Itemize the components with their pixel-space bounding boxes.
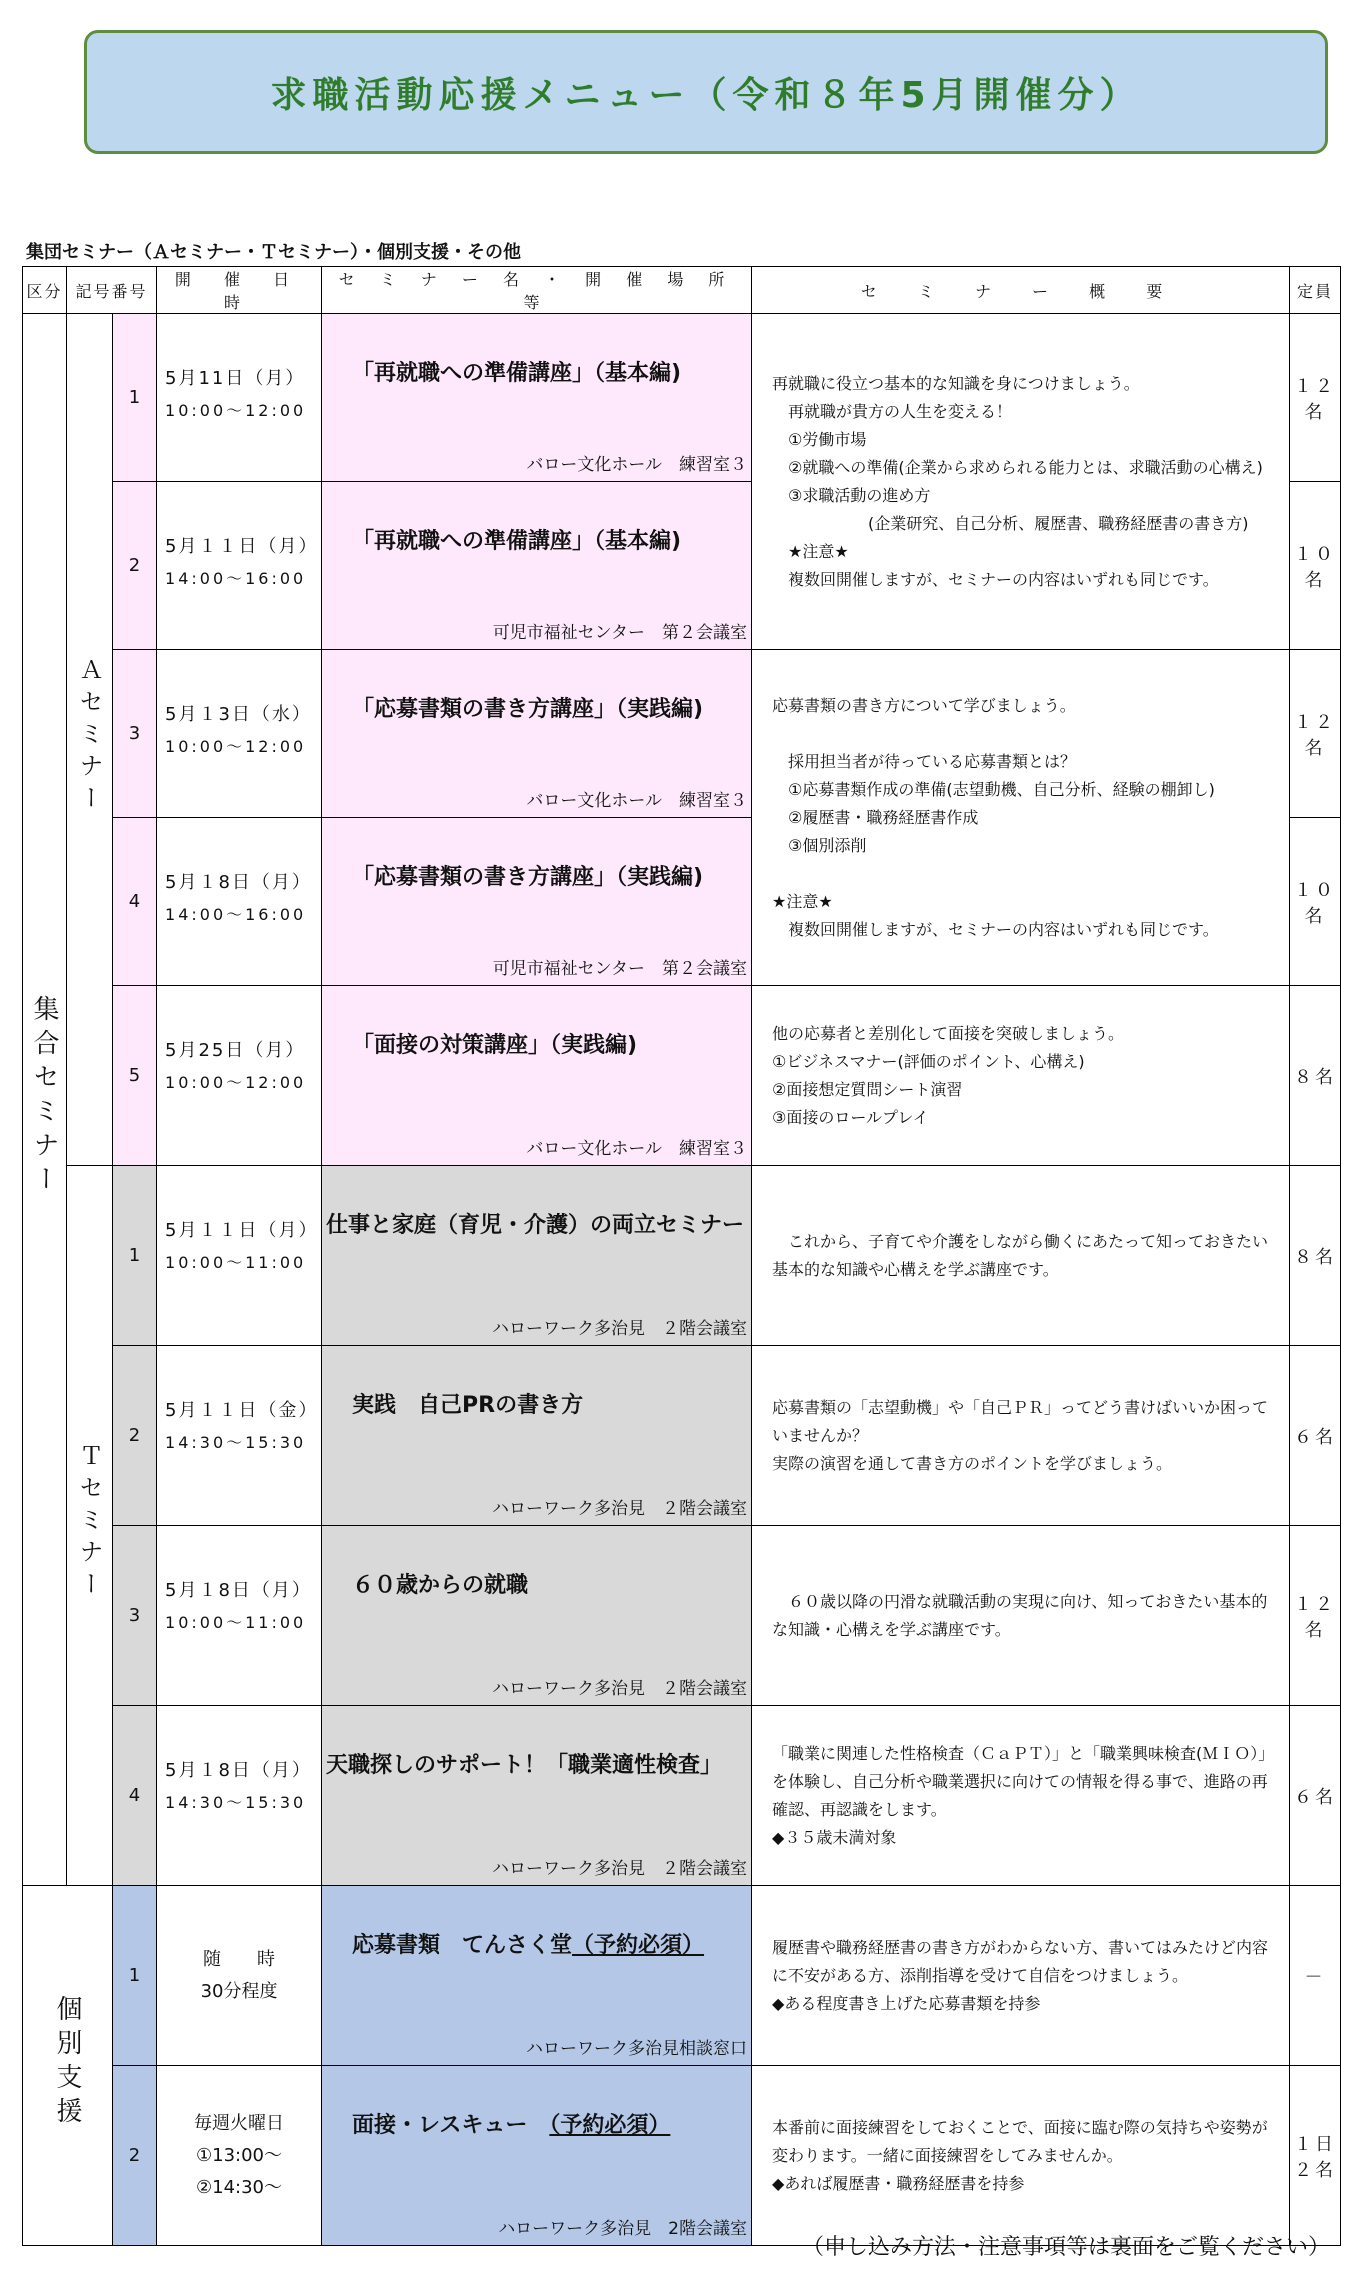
seminar-place: ハローワーク多治見 ２階会議室 [492,1319,748,1339]
col-number: 記号番号 [67,267,157,314]
row-overview: これから、子育てや介護をしながら働くにあたって知っておきたい基本的な知識や心構えを学ぶ講座です。 [752,1166,1290,1346]
row-capacity: １日 ２名 [1290,2066,1341,2246]
t-seminar-row-4 [23,1706,1341,1886]
row-date: 5月１8日（月） 10:00～11:00 [157,1526,322,1706]
row-date: 5月25日（月） 10:00～12:00 [157,986,322,1166]
row-capacity: － [1290,1886,1341,2066]
row-date: 5月１１日（月） 10:00～11:00 [157,1166,322,1346]
header-row [23,267,1341,314]
row-date: 5月１3日（水） 10:00～12:00 [157,650,322,818]
seminar-place: ハローワーク多治見 2階会議室 [498,2219,748,2239]
t-seminar-row-1 [23,1166,1341,1346]
row-capacity: １０名 [1290,482,1341,650]
seminar-name: 「再就職への準備講座」（基本編) [352,529,682,554]
row-number: 2 [113,2066,157,2246]
row-overview: 履歴書や職務経歴書の書き方がわからない方、書いてはみたけど内容に不安がある方、添削指導を受けて自信をつけましょう。 ◆ある程度書き上げた応募書類を持参 [752,1886,1290,2066]
seminar-place: ハローワーク多治見 ２階会議室 [492,1679,748,1699]
seminar-name: 応募書類 てんさく堂（予約必須） [352,1933,705,1958]
footer-note: （申し込み方法・注意事項等は裏面をご覧ください） [801,2235,1330,2260]
row-seminar [322,818,752,986]
seminar-name: 「面接の対策講座」（実践編) [352,1033,638,1058]
seminar-name: 「応募書類の書き方講座」（実践編) [352,865,704,890]
row-capacity: ６名 [1290,1706,1341,1886]
row-seminar [322,650,752,818]
row-capacity: ６名 [1290,1346,1341,1526]
row-number: 3 [113,650,157,818]
row-number: 2 [113,482,157,650]
a-seminar-row-1 [23,314,1341,482]
row-capacity: ８名 [1290,986,1341,1166]
seminar-name: 仕事と家庭（育児・介護）の両立セミナー [326,1213,745,1238]
row-overview: 応募書類の「志望動機」や「自己ＰＲ」ってどう書けばいいか困っていませんか？ 実際の演習を通して書き方のポイントを学びましょう。 [752,1346,1290,1526]
reserve-required: （予約必須） [549,2113,671,2138]
seminar-place: バロー文化ホール 練習室３ [526,1139,748,1159]
row-seminar [322,1346,752,1526]
row-number: 4 [113,818,157,986]
page-title: 求職活動応援メニュー（令和８年5月開催分） [270,74,1142,116]
row-number: 3 [113,1526,157,1706]
row-number: 1 [113,1166,157,1346]
t-seminar-label: Ｔセミナー [67,1166,113,1886]
row-date: 5月１１日（月） 14:00～16:00 [157,482,322,650]
seminar-place: 可児市福祉センター 第２会議室 [492,623,748,643]
individual-row-1 [23,1886,1341,2066]
row-seminar [322,1706,752,1886]
seminar-place: ハローワーク多治見相談窓口 [526,2039,748,2059]
row-seminar [322,986,752,1166]
row-seminar [322,1886,752,2066]
col-date: 開 催 日 時 [157,267,322,314]
a-seminar-row-5 [23,986,1341,1166]
a-seminar-label: Ａセミナー [67,314,113,1166]
row-seminar [322,1526,752,1706]
row-date: 5月１8日（月） 14:30～15:30 [157,1706,322,1886]
a-overview-basic: 再就職に役立つ基本的な知識を身につけましょう。 再就職が貴方の人生を変える！ ①労働市場 ②就職への準備(企業から求められる能力とは、求職活動の心構え) ③求職活動の進め方 (企業研究、自己分析、履歴書、職務経歴書の書き方) ★注意★ 複数回開催しますが、セミナーの内容はいずれも同じです。 [752,314,1290,650]
row-capacity: １２名 [1290,314,1341,482]
row-number: 1 [113,1886,157,2066]
row-capacity: １２名 [1290,650,1341,818]
row-number: 1 [113,314,157,482]
group-seminar-label: 集合セミナー [23,314,67,1886]
row-date: 毎週火曜日 ①13:00～ ②14:30～ [157,2066,322,2246]
row-seminar [322,2066,752,2246]
seminar-name: 天職探しのサポート！「職業適性検査」 [326,1753,723,1778]
individual-support-label: 個別支援 [23,1886,113,2246]
individual-row-2 [23,2066,1341,2246]
row-capacity: １２名 [1290,1526,1341,1706]
seminar-name: 実践 自己PRの書き方 [352,1393,584,1418]
row-date: 5月11日（月） 10:00～12:00 [157,314,322,482]
seminar-place: バロー文化ホール 練習室３ [526,791,748,811]
seminar-name: 「再就職への準備講座」（基本編) [352,361,682,386]
t-seminar-row-3 [23,1526,1341,1706]
col-overview: セ ミ ナ ー 概 要 [752,267,1290,314]
a-seminar-row-3 [23,650,1341,818]
row-number: 5 [113,986,157,1166]
seminar-name: ６０歳からの就職 [352,1573,529,1598]
col-category: 区分 [23,267,67,314]
seminar-place: ハローワーク多治見 ２階会議室 [492,1859,748,1879]
seminar-name: 「応募書類の書き方講座」（実践編) [352,697,704,722]
row-date: 随 時 30分程度 [157,1886,322,2066]
row-overview: ６０歳以降の円滑な就職活動の実現に向け、知っておきたい基本的な知識・心構えを学ぶ講座です。 [752,1526,1290,1706]
row-seminar [322,314,752,482]
section-title: 集団セミナー（Ａセミナー・Ｔセミナー）・個別支援・その他 [26,242,521,263]
col-capacity: 定員 [1290,267,1341,314]
row-number: 4 [113,1706,157,1886]
row-date: 5月１8日（月） 14:00～16:00 [157,818,322,986]
seminar-menu-table [22,266,1341,2246]
row-seminar [322,1166,752,1346]
row-date: 5月１１日（金） 14:30～15:30 [157,1346,322,1526]
row-capacity: １０名 [1290,818,1341,986]
row-overview: 本番前に面接練習をしておくことで、面接に臨む際の気持ちや姿勢が変わります。一緒に面接練習をしてみませんか。 ◆あれば履歴書・職務経歴書を持参 [752,2066,1290,2246]
seminar-place: バロー文化ホール 練習室３ [526,455,748,475]
row-capacity: ８名 [1290,1166,1341,1346]
title-banner [84,30,1328,154]
a-overview-documents: 応募書類の書き方について学びましょう。 採用担当者が待っている応募書類とは？ ①応募書類作成の準備(志望動機、自己分析、経験の棚卸し) ②履歴書・職務経歴書作成 ③個別添削 ★注意★ 複数回開催しますが、セミナーの内容はいずれも同じです。 [752,650,1290,986]
seminar-place: 可児市福祉センター 第２会議室 [492,959,748,979]
reserve-required: （予約必須） [572,1933,705,1958]
seminar-name: 面接・レスキュー （予約必須） [352,2113,671,2138]
row-number: 2 [113,1346,157,1526]
t-seminar-row-2 [23,1346,1341,1526]
seminar-place: ハローワーク多治見 ２階会議室 [492,1499,748,1519]
row-seminar [322,482,752,650]
col-name: セ ミ ナ ー 名 ・ 開 催 場 所 等 [322,267,752,314]
a-overview-interview: 他の応募者と差別化して面接を突破しましょう。 ①ビジネスマナー(評価のポイント、心構え) ②面接想定質問シート演習 ③面接のロールプレイ [752,986,1290,1166]
row-overview: 「職業に関連した性格検査（ＣａＰＴ）」と「職業興味検査(ＭＩＯ）」を体験し、自己分析や職業選択に向けての情報を得る事で、進路の再確認、再認識をします。 ◆３５歳未満対象 [752,1706,1290,1886]
